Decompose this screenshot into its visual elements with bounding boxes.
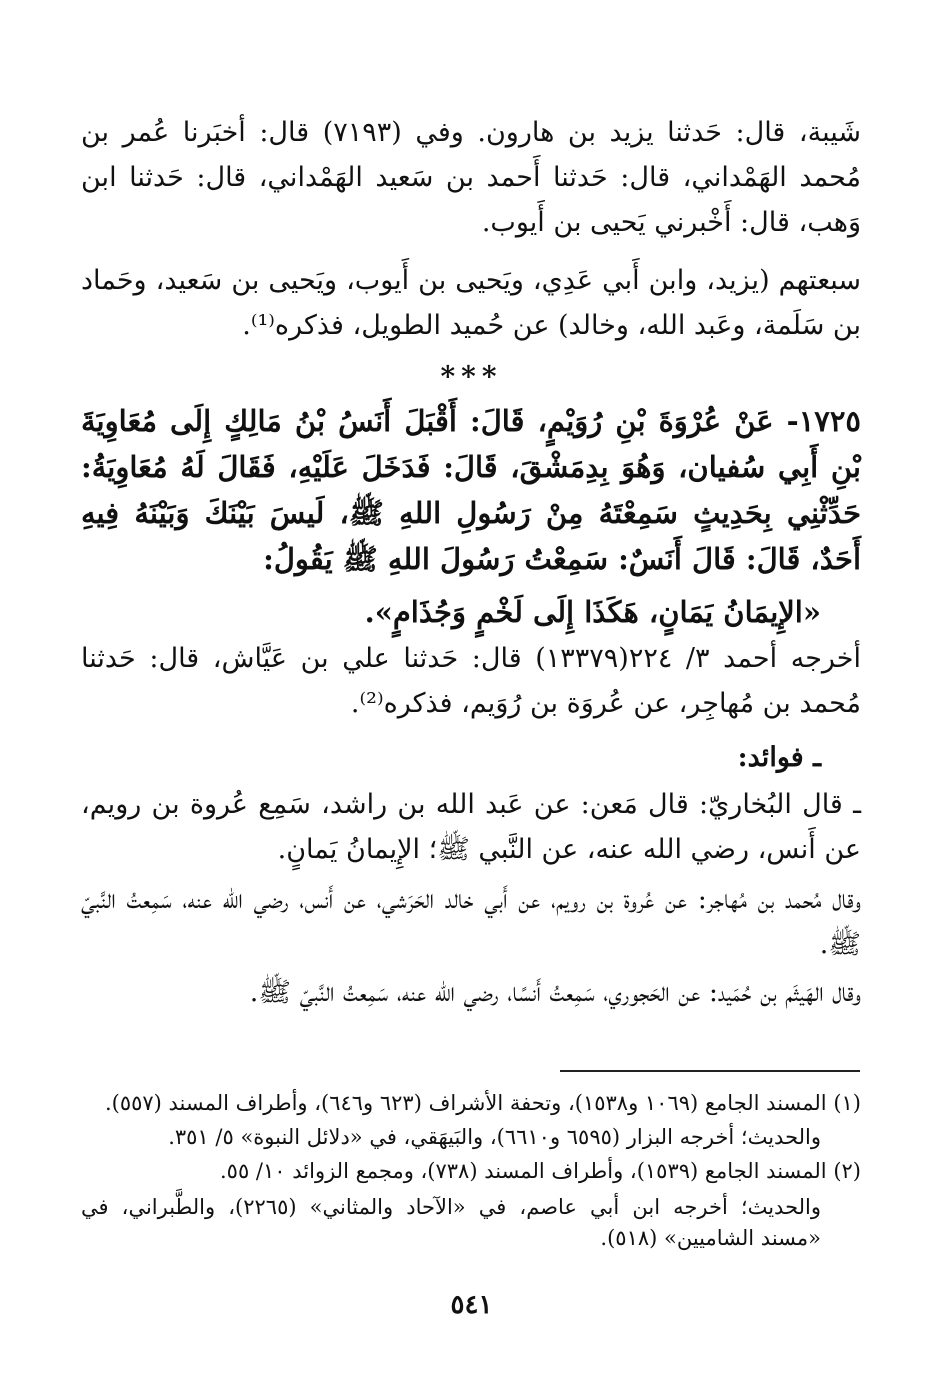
hadith-text: ١٧٢٥- عَنْ عُرْوَةَ بْنِ رُوَيْمٍ، قَالَ: أَقْبَلَ أَنَسُ بْنُ مَالِكٍ إِلَى مُعَاوِيَةَ بْنِ أَبِي سُفيان، وَهُوَ بِدِمَشْقَ، قَالَ: فَدَخَلَ عَلَيْهِ، فَقَالَ لَهُ مُعَاوِيَةُ: حَدِّثْنِي بِحَدِيثٍ سَمِعْتَهُ مِنْ رَسُولِ اللهِ ﷺ، لَيسَ بَيْنَكَ وَبَيْنَهُ فِيهِ أَحَدٌ، قَالَ: قَالَ أَنَسٌ: سَمِعْتُ رَسُولَ اللهِ ﷺ يَقُولُ: (81, 404, 861, 576)
footnote-1-line-2: والحديث؛ أخرجه البزار (٦٥٩٥ و٦٦١٠)، والبَيهَقي، في «دلائل النبوة» ٥/ ٣٥١. (168, 1125, 821, 1149)
footnote-divider (560, 1070, 860, 1072)
fawaid-paragraph-3: وقال الهَيثَم بن حُمَيد: عن الحَجوري، سَمِعتُ أَنسًا، رضي الله عنه، سَمِعتُ النَّبيّ ﷺ. (249, 977, 861, 1008)
body-paragraph-1: شَيبة، قال: حَدثنا يزيد بن هارون. وفي (٧١٩٣) قال: أخبَرنا عُمر بن مُحمد الهَمْداني، قال: حَدثنا أَحمد بن سَعيد الهَمْداني، قال: حَدثنا ابن وَهب، قال: أَخْبرني يَحيى بن أَيوب. (81, 117, 862, 238)
footnote-2-line-1: (٢) المسند الجامع (١٥٣٩)، وأطراف المسند (٧٣٨)، ومجمع الزوائد ١٠/ ٥٥. (219, 1159, 861, 1183)
footnote-2-line-2: والحديث؛ أخرجه ابن أبي عاصم، في «الآحاد والمثاني» (٢٢٦٥)، والطَّبراني، في «مسند الشاميين» (٥١٨). (81, 1195, 821, 1250)
hadith-quote: «الإِيمَانُ يَمَانٍ، هَكَذَا إِلَى لَخْمٍ وَجُذَامٍ». (364, 595, 821, 629)
body-paragraph-2: سبعتهم (يزيد، وابن أَبي عَدِي، ويَحيى بن أَيوب، ويَحيى بن سَعيد، وحَماد بن سَلَمة، وعَبد الله، وخالد) عن حُميد الطويل، فذكره⁽¹⁾. (81, 265, 861, 341)
section-separator: *** (440, 360, 503, 393)
footnote-1-line-1: (١) المسند الجامع (١٠٦٩ و١٥٣٨)، وتحفة الأشراف (٦٢٣ و٦٤٦)، وأطراف المسند (٥٥٧). (104, 1091, 861, 1115)
fawaid-heading: ـ فوائد: (737, 742, 821, 773)
fawaid-paragraph-2: وقال مُحمد بن مُهاجر: عن عُروة بن رويم، عن أَبي خالد الحَرَشي، عن أَنس، رضي الله عنه، سَمِعتُ النَّبيّ ﷺ. (81, 884, 861, 960)
fawaid-paragraph-1: ـ قال البُخاريّ: قال مَعن: عن عَبد الله بن راشد، سَمِع عُروة بن رويم، عن أَنس، رضي الله عنه، عن النَّبي ﷺ؛ الإِيمانُ يَمانٍ. (81, 789, 861, 865)
takhrij-paragraph: أخرجه أحمد ٣/ ٢٢٤(١٣٣٧٩) قال: حَدثنا علي بن عَيَّاش، قال: حَدثنا مُحمد بن مُهاجِر، عن عُروَة بن رُوَيم، فذكره⁽²⁾. (81, 643, 861, 719)
page-number: ٥٤١ (450, 1290, 493, 1320)
